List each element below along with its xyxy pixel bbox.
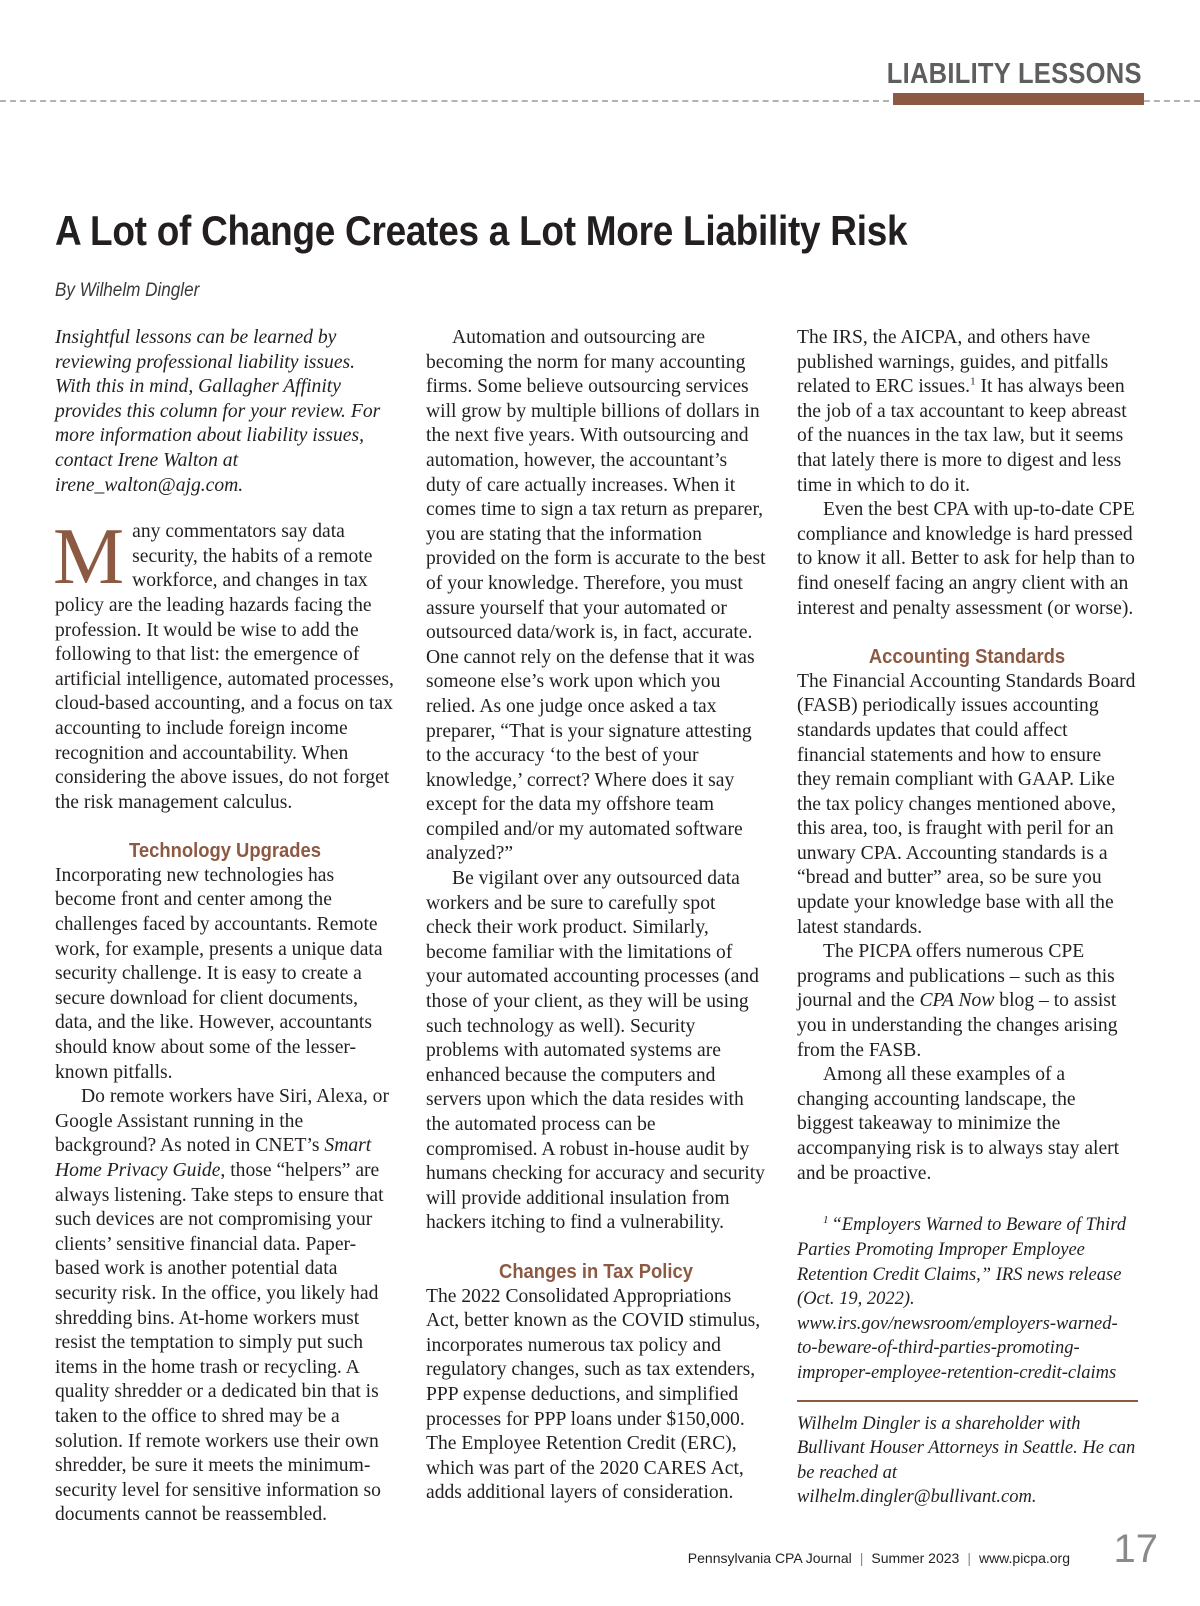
subhead-technology-upgrades: Technology Upgrades bbox=[129, 840, 321, 863]
subhead-changes-in-tax-policy: Changes in Tax Policy bbox=[499, 1260, 693, 1283]
footer-separator: | bbox=[967, 1550, 971, 1566]
footer-publication: Pennsylvania CPA Journal bbox=[687, 1550, 852, 1566]
section-label: LIABILITY LESSONS bbox=[887, 58, 1142, 90]
footnote-mark: 1 bbox=[823, 1214, 829, 1227]
subhead-accounting-standards: Accounting Standards bbox=[868, 646, 1066, 669]
paragraph-text: blog – to assist you in understanding the changes arising from the FASB. bbox=[797, 990, 1118, 1061]
paragraph: Even the best CPA with up-to-date CPE compliance and knowledge is hard pressed to know it all. Better to ask for help than to find oneself facing an angry client with an interest and penalty assessment (or worse). bbox=[797, 499, 1135, 619]
paragraph-text: Do remote workers have Siri, Alexa, or Google Assistant running in the background? As noted in CNET’s bbox=[55, 1086, 389, 1157]
article-title: A Lot of Change Creates a Lot More Liability Risk bbox=[55, 207, 908, 254]
page-number: 17 bbox=[1113, 1527, 1158, 1571]
paragraph: Incorporating new technologies has become front and center among the challenges faced by accountants. Remote work, for example, presents a unique data security challenge. It is easy to create a secure download for client documents, data, and the like. However, accountants should know about some of the lesser-known pitfalls. bbox=[55, 864, 383, 1083]
section-accent-bar bbox=[893, 93, 1144, 105]
bio-divider bbox=[797, 1400, 1138, 1402]
lead-text: any commentators say data security, the habits of a remote workforce, and changes in tax policy are the leading hazards facing the profession. It would be wise to add the following to that list: the emergence of artificial intelligence, automated processes, cloud-based accounting, and a focus on tax accounting to include foreign income recognition and accountability. When considering the above issues, do not forget the risk management calculus. bbox=[55, 521, 394, 813]
footer-issue: Summer 2023 bbox=[871, 1550, 960, 1566]
footnote-text: “Employers Warned to Beware of Third Parties Promoting Improper Employee Retention Credit Claims,” IRS news release (Oct. 19, 2022). www.irs.gov/newsroom/employers-warned-to-beware-of-third-parties-promoting-improper-employee-retention-credit-claims bbox=[797, 1215, 1126, 1383]
paragraph bbox=[797, 940, 1137, 1063]
publication-title: Smart Home Privacy Guide bbox=[55, 1135, 372, 1181]
paragraph: The Financial Accounting Standards Board (FASB) periodically issues accounting standards updates that could affect financial statements and how to ensure they remain compliant with GAAP. Like the tax policy changes mentioned above, this area, too, is fraught with peril for an unwary CPA. Accounting standards is a “bread and butter” area, so be sure you update your knowledge base with all the latest standards. bbox=[797, 670, 1136, 938]
paragraph-text: The PICPA offers numerous CPE programs and publications – such as this journal and the bbox=[797, 941, 1115, 1012]
drop-cap: M bbox=[53, 513, 125, 602]
article-column-3 bbox=[797, 326, 1137, 1510]
article-column-2 bbox=[426, 326, 766, 1506]
footnote bbox=[797, 1208, 1137, 1385]
author-bio: Wilhelm Dingler is a shareholder with Bullivant Houser Attorneys in Seattle. He can be reached at wilhelm.dingler@bullivant.com. bbox=[797, 1413, 1136, 1508]
article-byline: By Wilhelm Dingler bbox=[55, 280, 200, 301]
footer-separator: | bbox=[859, 1550, 864, 1566]
intro-note: Insightful lessons can be learned by reviewing professional liability issues. With this in mind, Gallagher Affinity provides this column for your review. For more information about liability issues, contact Irene Walton at irene_walton@ajg.com. bbox=[55, 327, 381, 496]
article-column-1 bbox=[55, 326, 395, 1528]
paragraph bbox=[55, 1085, 395, 1528]
paragraph-text: The IRS, the AICPA, and others have published warnings, guides, and pitfalls related to ERC issues. bbox=[797, 327, 1109, 398]
paragraph-text: , those “helpers” are always listening. Take steps to ensure that such devices are not compromising your clients’ sensitive financial data. Paper-based work is another potential data security risk. In the office, you likely had shredding bins. At-home workers must resist the temptation to simply put such items in the home trash or recycling. A quality shredder or a dedicated bin that is taken to the office to shred may be a solution. If remote workers use their own shredder, be sure it meets the minimum-security level for sensitive information so documents cannot be reassembled. bbox=[55, 1160, 384, 1526]
paragraph: The 2022 Consolidated Appropriations Act, better known as the COVID stimulus, incorporates numerous tax policy and regulatory changes, such as tax extenders, PPP expense deductions, and simplified processes for PPP loans under $150,000. The Employee Retention Credit (ERC), which was part of the 2020 CARES Act, adds additional layers of consideration. bbox=[426, 1285, 761, 1504]
blog-title: CPA Now bbox=[919, 990, 995, 1012]
paragraph: Among all these examples of a changing accounting landscape, the biggest takeaway to minimize the accompanying risk is to always stay alert and be proactive. bbox=[797, 1064, 1120, 1184]
paragraph: Automation and outsourcing are becoming the norm for many accounting firms. Some believe outsourcing services will grow by multiple billions of dollars in the next five years. With outsourcing and automation, however, the accountant’s duty of care actually increases. When it comes time to sign a tax return as preparer, you are stating that the information provided on the form is accurate to the best of your knowledge. Therefore, you must assure yourself that your automated or outsourced data/work is, in fact, accurate. One cannot rely on the defense that it was someone else’s work upon which you relied. As one judge once asked a tax preparer, “That is your signature attesting to the accuracy ‘to the best of your knowledge,’ correct? Where does it say except for the data my offshore team compiled and/or my automated software analyzed?” bbox=[426, 327, 766, 865]
paragraph bbox=[797, 326, 1137, 498]
lead-paragraph bbox=[53, 513, 395, 815]
page-footer bbox=[688, 1550, 1070, 1566]
paragraph: Be vigilant over any outsourced data workers and be sure to carefully spot check their work product. Similarly, become familiar with the limitations of your automated accounting processes (and those of your client, as they will be using such technology as well). Security problems with automated systems are enhanced because the computers and servers upon which the data resides with the automated process can be compromised. A robust in-house audit by humans checking for accuracy and security will provide additional insulation from hackers itching to find a vulnerability. bbox=[426, 868, 765, 1234]
paragraph-text: It has always been the job of a tax accountant to keep abreast of the nuances in the tax law, but it seems that lately there is more to digest and less time in which to do it. bbox=[797, 376, 1127, 496]
footnote-reference: 1 bbox=[970, 375, 976, 388]
footer-website: www.picpa.org bbox=[978, 1550, 1070, 1566]
